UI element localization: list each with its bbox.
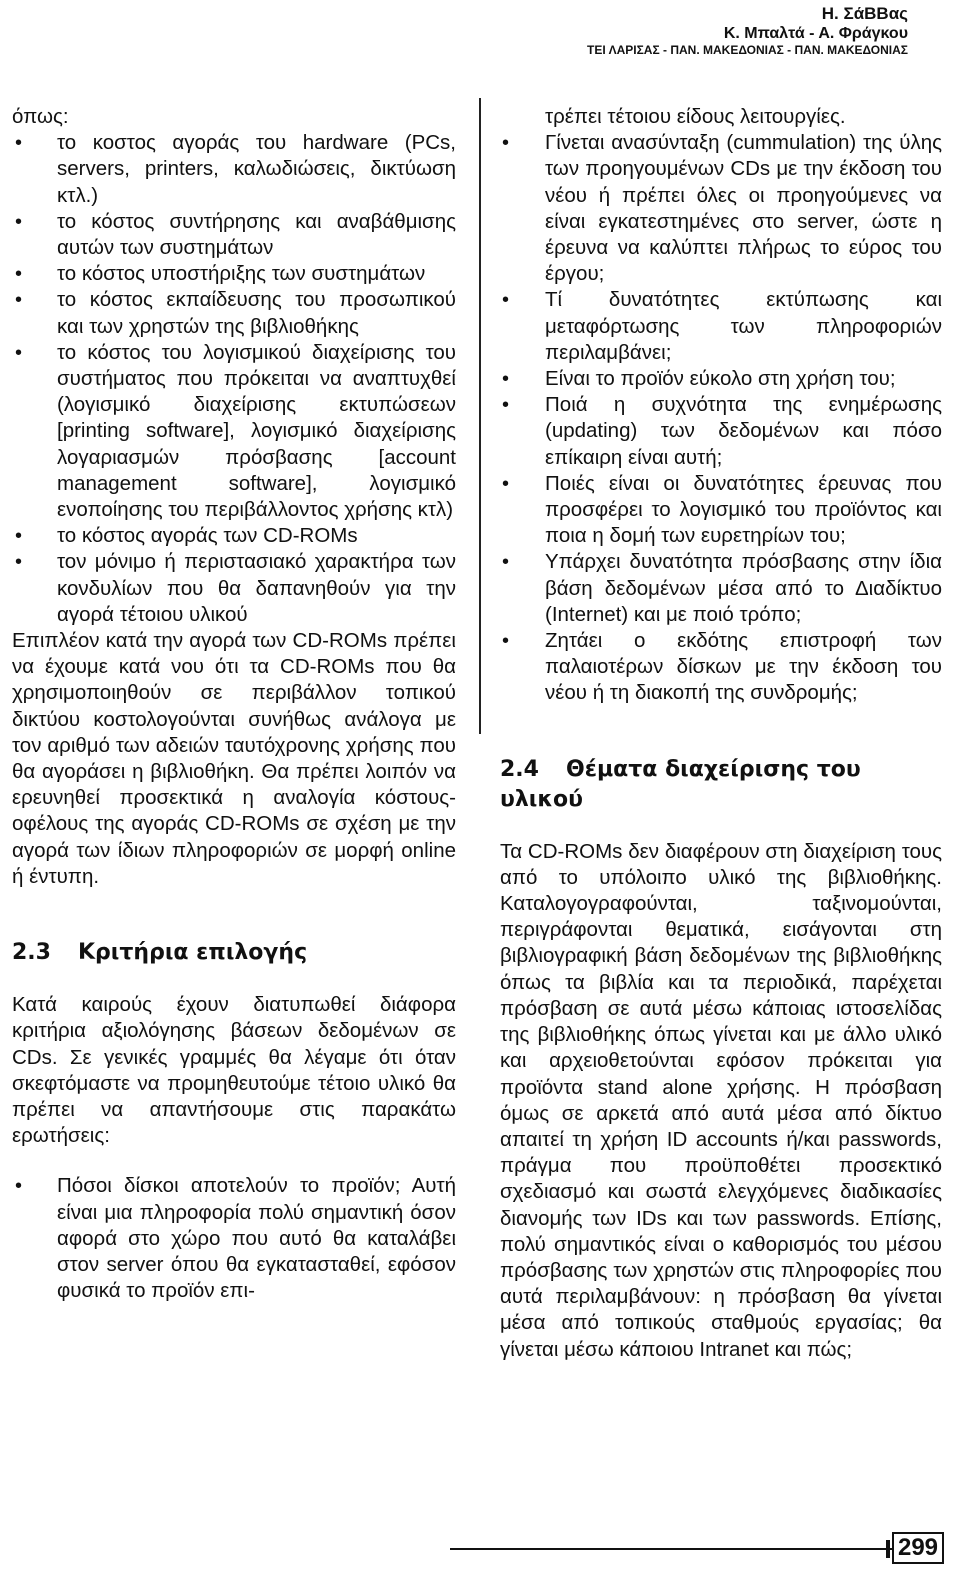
list-item: • Ποιές είναι οι δυνατότητες έρευνας που προσφέρει το λογισμικό του προϊόντος και ποια η δομή των ευρετηρίων του; [500, 471, 942, 550]
section-heading-2-4 [500, 755, 942, 815]
list-item: • Ζητάει ο εκδότης επιστροφή των παλαιοτέρων δίσκων με την έκδοση του νέου ή τη διακοπή της συνδρομής; [500, 628, 942, 707]
management-paragraph: Τα CD-ROMs δεν διαφέρουν στη διαχείριση τους από το υπόλοιπο υλικό της βιβλιοθήκης. Καταλογογραφούνται, ταξινομούνται, περιγράφονται θεματικά, εισάγονται στη βιβλιογραφική βάση δεδομένων της βιβλιοθήκης όπως τα βιβλία και τα περιοδικά, παρέχεται πρόσβαση σε αυτά μέσω κάποιας ιστοσελίδας της βιβλιοθήκης όπως γίνεται και με άλλο υλικό και αρχειοθετούνται εφόσον πρόκειται για προϊόντα stand alone χρήσης. Η πρόσβαση όμως σε αρκετά από αυτά μέσα από δίκτυο απαιτεί τη χρήση ID accounts ή/και passwords, πράγμα που προϋποθέτει προσεκτικό σχεδιασμό και σωστά ελεγχόμενες διαδικασίες διανομής των IDs και των passwords. Επίσης, πολύ σημαντικός είναι ο καθορισμός του μέσου πρόσβασης των χρηστών στις πληροφορίες που αυτά περιλαμβάνουν: η πρόσβαση θα γίνεται μέσα από τοπικούς σταθμούς εργασίας; θα γίνεται μέσω κάποιου Intranet και πώς; [500, 839, 942, 1361]
left-column [12, 104, 456, 1304]
section-heading-2-3 [12, 938, 456, 968]
section-number: 2.4 [500, 756, 539, 782]
list-item: • το κόστος του λογισμικού διαχείρισης του συστήματος που πρόκειται να αναπτυχθεί (λογισμικό διαχείρισης εκτυπώσεων [printing software], λογισμικό διαχείρισης λογαριασμών πρόσβασης [account management software], λογισμικό ενοποίησης του περιβάλλοντος χρήσης κτλ) [12, 340, 456, 523]
section-title: Κριτήρια επιλογής [78, 940, 308, 966]
section-number: 2.3 [12, 940, 51, 966]
header-author-1: Η. ΣάΒΒας [821, 4, 908, 23]
footer-rule [450, 1548, 892, 1550]
footer-rule-mark [886, 1540, 890, 1558]
criteria-questions-list [12, 1173, 456, 1304]
section-title: Θέματα διαχείρισης του υλικού [500, 756, 861, 812]
header-affiliation: ΤΕΙ ΛΑΡΙΣΑΣ - ΠΑΝ. ΜΑΚΕΔΟΝΙΑΣ - ΠΑΝ. ΜΑΚΕΔΟΝΙΑΣ [587, 43, 908, 57]
right-column [500, 104, 942, 1363]
criteria-questions-list-continued [500, 130, 942, 706]
list-item: • Πόσοι δίσκοι αποτελούν το προϊόν; Αυτή είναι μια πληροφορία πολύ σημαντική όσον αφορά στο χώρο που αυτό θα καταλάβει στον server όπου θα εγκατασταθεί, εφόσον φυσικά το προϊόν επι- [12, 1173, 456, 1304]
list-item: • τον μόνιμο ή περιστασιακό χαρακτήρα των κονδυλίων που θα δαπανηθούν για την αγορά τέτοιου υλικού [12, 549, 456, 628]
list-item: • το κοστος αγοράς του hardware (PCs, servers, printers, καλωδιώσεις, δικτύωση κτλ.) [12, 130, 456, 209]
list-item: • Ποιά η συχνότητα της ενημέρωσης (updating) των δεδομένων και πόσο επίκαιρη είναι αυτή; [500, 392, 942, 471]
criteria-paragraph: Κατά καιρούς έχουν διατυπωθεί διάφορα κριτήρια αξιολόγησης βάσεων δεδομένων σε CDs. Σε γενικές γραμμές θα λέγαμε ότι όταν σκεφτόμαστε να προμηθευτούμε τέτοιο υλικό θα πρέπει να απαντήσουμε στις παρακάτω ερωτήσεις: [12, 993, 456, 1148]
list-item: • Υπάρχει δυνατότητα πρόσβασης στην ίδια βάση δεδομένων μέσα από το Διαδίκτυο (Internet) και με ποιό τρόπο; [500, 549, 942, 628]
continuation-text: τρέπει τέτοιου είδους λειτουργίες. [545, 105, 846, 128]
list-item: • το κόστος υποστήριξης των συστημάτων [12, 261, 456, 287]
cost-list [12, 130, 456, 628]
list-item: • το κόστος αγοράς των CD-ROMs [12, 523, 456, 549]
header-author-2: Κ. Μπαλτά - Α. Φράγκου [723, 25, 908, 42]
cdrom-licensing-paragraph: Επιπλέον κατά την αγορά των CD-ROMs πρέπει να έχουμε κατά νου ότι τα CD-ROMs που θα χρησιμοποιηθούν σε περιβάλλον τοπικού δικτύου κοστολογούνται συνήθως ανάλογα με τον αριθμό των αδειών ταυτόχρονης χρήσης που θα αγοράσει η βιβλιοθήκη. Θα πρέπει λοιπόν να ερευνηθεί προσεκτικά η αναλογία κόστους-οφέλους της αγοράς CD-ROMs σε σχέση με την αγορά των ίδιων πληροφοριών σε μορφή online ή έντυπη. [12, 629, 456, 888]
column-divider [479, 98, 481, 734]
list-item: • Είναι το προϊόν εύκολο στη χρήση του; [500, 366, 942, 392]
list-item: • Γίνεται ανασύνταξη (cummulation) της ύλης των προηγουμένων CDs με την έκδοση του νέου ή πρέπει όλες οι προηγούμενες να είναι εγκατεστημένες στο server, ώστε η έρευνα να καλύπτει πλήρως το εύρος του έργου; [500, 130, 942, 287]
list-item: • το κόστος εκπαίδευσης του προσωπικού και των χρηστών της βιβλιοθήκης [12, 287, 456, 339]
page-number: 299 [892, 1532, 944, 1564]
list-item: • Τί δυνατότητες εκτύπωσης και μεταφόρτωσης των πληροφοριών περιλαμβάνει; [500, 287, 942, 366]
intro-text: όπως: [12, 105, 69, 128]
list-item: • το κόστος συντήρησης και αναβάθμισης αυτών των συστημάτων [12, 209, 456, 261]
running-header [587, 4, 908, 58]
